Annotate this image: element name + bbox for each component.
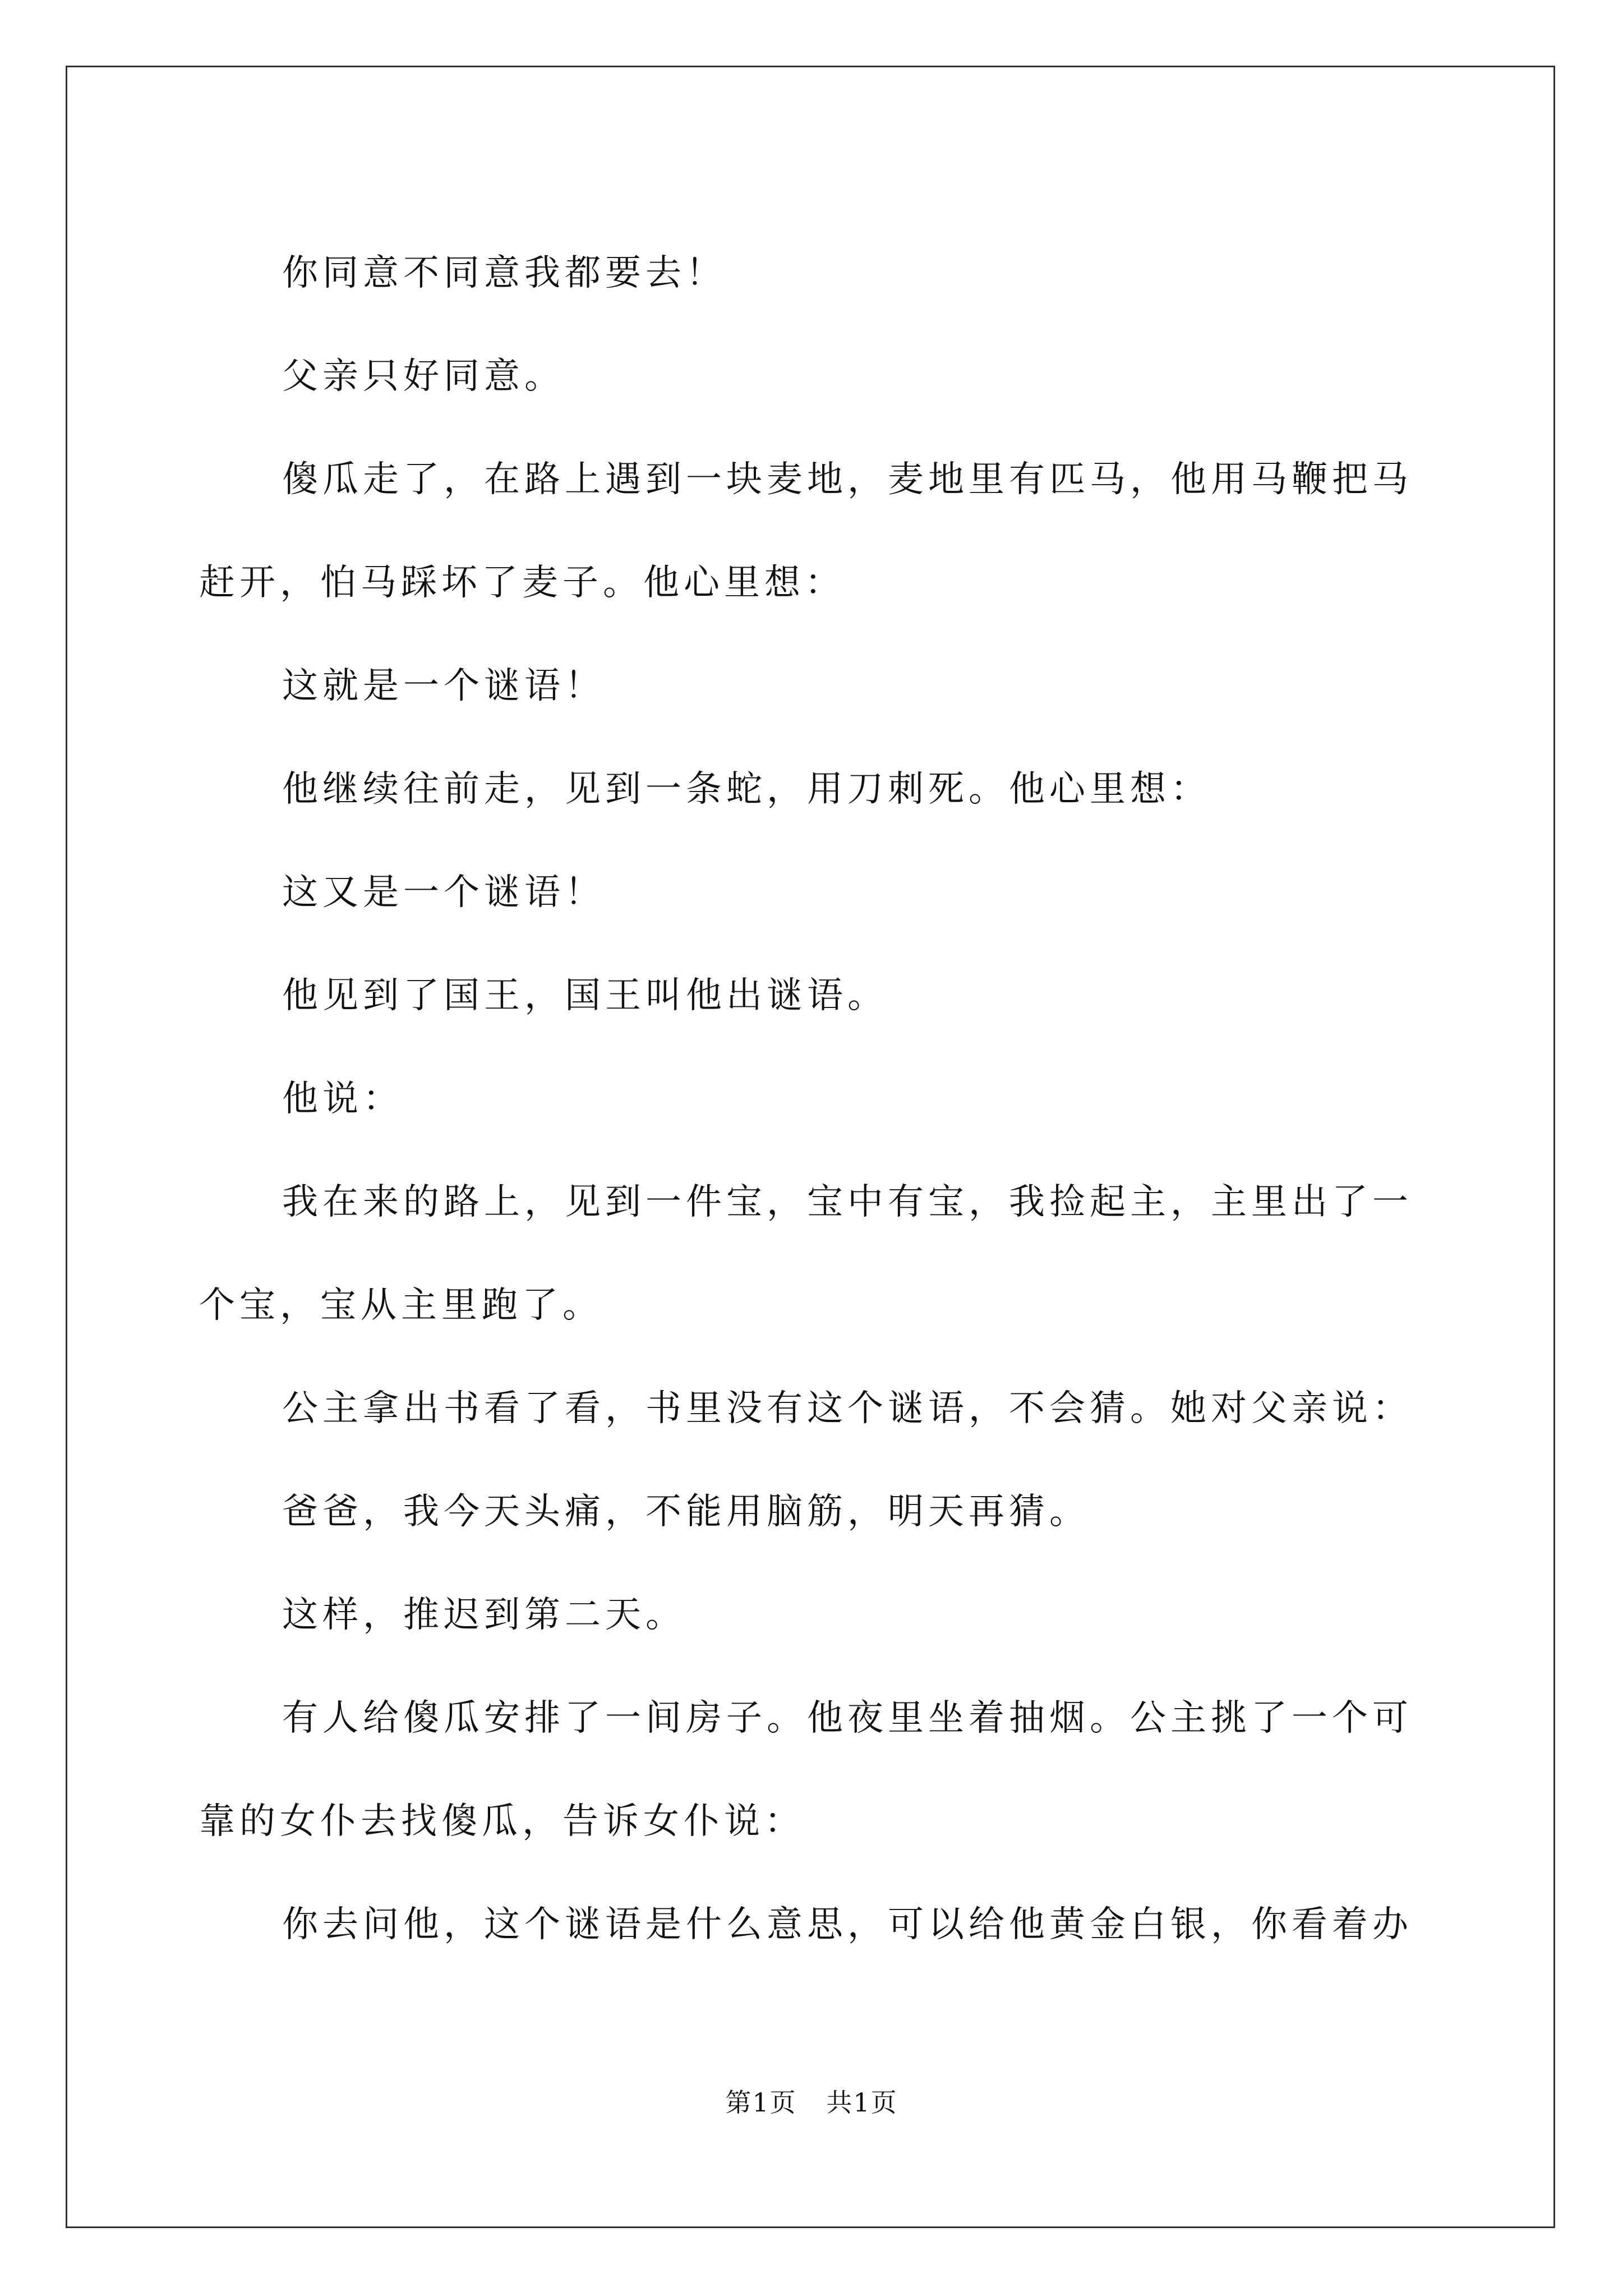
paragraph: 爸爸，我今天头痛，不能用脑筋，明天再猜。 [282,1491,1090,1533]
page-footer [0,2086,1623,2119]
page-total: 共1页 [826,2087,898,2118]
paragraph: 父亲只好同意。 [282,356,565,397]
document-body [199,222,1433,1976]
paragraph: 他继续往前走，见到一条蛇，用刀刺死。他心里想： [282,769,1211,810]
paragraph: 他见到了国王，国王叫他出谜语。 [282,975,888,1016]
paragraph: 傻瓜走了，在路上遇到一块麦地，麦地里有匹马，他用马鞭把马赶开，怕马踩坏了麦子。他心里想： [199,459,1413,604]
paragraph: 这就是一个谜语！ [282,665,605,707]
paragraph: 你同意不同意我都要去！ [282,252,726,294]
paragraph: 这样，推迟到第二天。 [282,1594,686,1636]
paragraph: 公主拿出书看了看，书里没有这个谜语，不会猜。她对父亲说： [282,1388,1413,1429]
paragraph: 我在来的路上，见到一件宝，宝中有宝，我捡起主，主里出了一个宝，宝从主里跑了。 [199,1181,1413,1326]
paragraph: 这又是一个谜语！ [282,872,605,913]
paragraph: 他说： [282,1078,403,1120]
page-number: 第1页 [725,2087,797,2118]
paragraph: 有人给傻瓜安排了一间房子。他夜里坐着抽烟。公主挑了一个可靠的女仆去找傻瓜，告诉女仆说： [199,1697,1413,1842]
paragraph: 你去问他，这个谜语是什么意思，可以给他黄金白银，你看着办 [282,1904,1413,1945]
